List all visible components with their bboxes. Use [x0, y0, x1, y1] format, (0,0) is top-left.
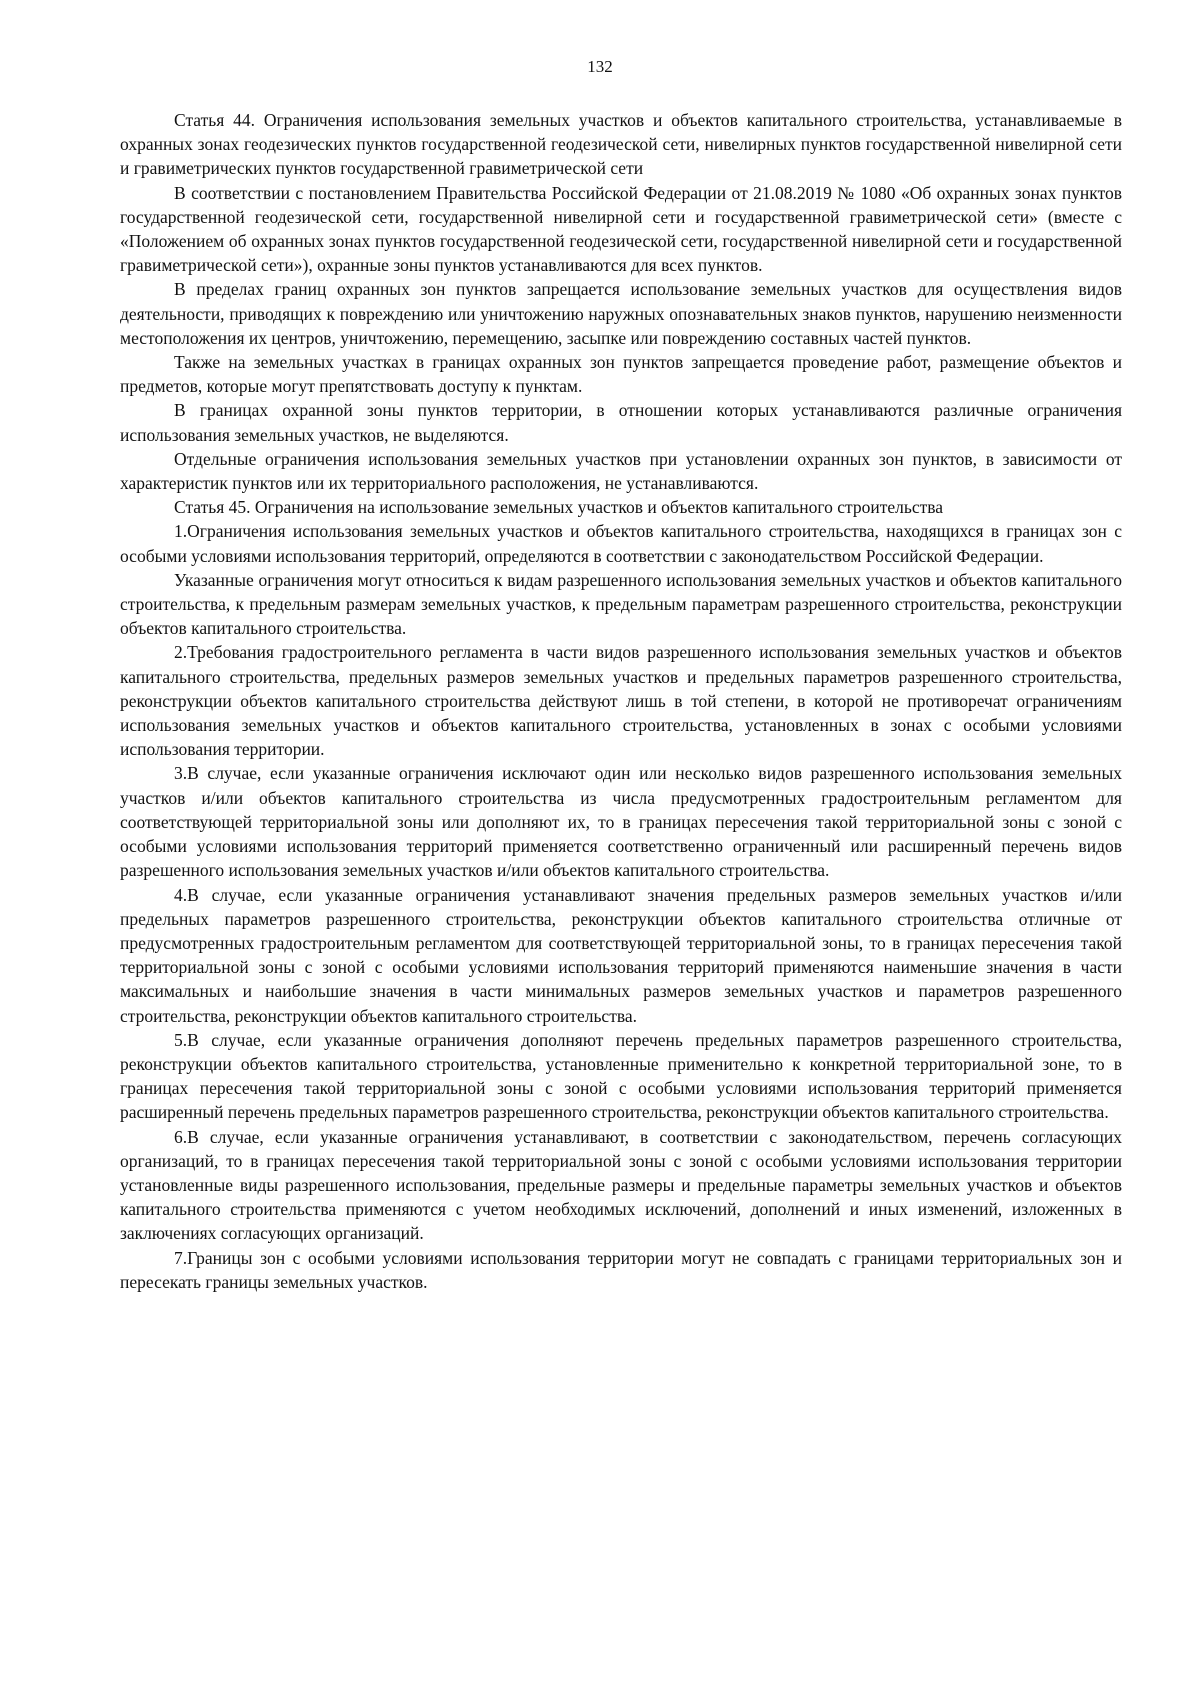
article-45-heading: Статья 45. Ограничения на использование земельных участков и объектов капитального строительства: [174, 497, 944, 518]
paragraph: В соответствии с постановлением Правительства Российской Федерации от 21.08.2019 № 1080 «Об охранных зонах пунктов государственной геодезической сети, государственной нивелирной сети и государственной гравиметрической сети» (вместе с «Положением об охранных зонах пунктов государственной геодезической сети, государственной нивелирной сети и государственной гравиметрической сети»), охранные зоны пунктов устанавливаются для всех пунктов.: [120, 182, 1122, 276]
paragraph: Отдельные ограничения использования земельных участков при установлении охранных зон пунктов, в зависимости от характеристик пунктов или их территориального расположения, не устанавливаются.: [120, 448, 1122, 494]
paragraph: В границах охранной зоны пунктов территории, в отношении которых устанавливаются различные ограничения использования земельных участков, не выделяются.: [120, 400, 1122, 445]
paragraph: 5.В случае, если указанные ограничения дополняют перечень предельных параметров разрешенного строительства, реконструкции объектов капитального строительства, установленные применительно к конкретной территориальной зоне, то в границах пересечения такой территориальной зоны с зоной с особыми условиями использования территорий применяется расширенный перечень предельных параметров разрешенного строительства, реконструкции объектов капитального строительства.: [120, 1029, 1122, 1123]
paragraph: 1.Ограничения использования земельных участков и объектов капитального строительства, находящихся в границах зон с особыми условиями использования территорий, определяются в соответствии с законодательством Российской Федерации.: [120, 521, 1122, 566]
paragraph: 2.Требования градостроительного регламента в части видов разрешенного использования земельных участков и объектов капитального строительства, предельных размеров земельных участков и предельных параметров разрешенного строительства, реконструкции объектов капитального строительства действуют лишь в той степени, в которой не противоречат ограничениям использования земельных участков и объектов капитального строительства, установленных в зонах с особыми условиями использования территории.: [120, 642, 1122, 760]
paragraph: 7.Границы зон с особыми условиями использования территории могут не совпадать с границами территориальных зон и пересекать границы земельных участков.: [120, 1247, 1122, 1292]
paragraph: Указанные ограничения могут относиться к видам разрешенного использования земельных участков и объектов капитального строительства, к предельным размерам земельных участков, к предельным параметрам разрешенного строительства, реконструкции объектов капитального строительства.: [120, 569, 1122, 639]
paragraph: 3.В случае, если указанные ограничения исключают один или несколько видов разрешенного использования земельных участков и/или объектов капитального строительства из числа предусмотренных градостроительным регламентом для соответствующей территориальной зоны или дополняют их, то в границах пересечения такой территориальной зоны с зоной с особыми условиями использования территорий применяется соответственно ограниченный или расширенный перечень видов разрешенного использования земельных участков и/или объектов капитального строительства.: [120, 763, 1122, 881]
paragraph: 4.В случае, если указанные ограничения устанавливают значения предельных размеров земельных участков и/или предельных параметров разрешенного строительства, реконструкции объектов капитального строительства отличные от предусмотренных градостроительным регламентом для соответствующей территориальной зоны, то в границах пересечения такой территориальной зоны с зоной с особыми условиями использования территорий применяются наименьшие значения в части максимальных и наибольшие значения в части минимальных размеров земельных участков и параметров разрешенного строительства, реконструкции объектов капитального строительства.: [120, 884, 1122, 1026]
article-44-heading: Статья 44. Ограничения использования земельных участков и объектов капитального строительства, устанавливаемые в охранных зонах геодезических пунктов государственной геодезической сети, нивелирных пунктов государственной нивелирной сети и гравиметрических пунктов государственной гравиметрической сети: [120, 110, 1122, 179]
page-number: 132: [587, 57, 613, 76]
paragraph: 6.В случае, если указанные ограничения устанавливают, в соответствии с законодательством, перечень согласующих организаций, то в границах пересечения такой территориальной зоны с зоной с особыми условиями использования территории установленные виды разрешенного использования, предельные размеры и предельные параметры земельных участков и объектов капитального строительства применяются с учетом необходимых исключений, дополнений и иных изменений, изложенных в заключениях согласующих организаций.: [120, 1126, 1122, 1244]
paragraph: В пределах границ охранных зон пунктов запрещается использование земельных участков для осуществления видов деятельности, приводящих к повреждению или уничтожению наружных опознавательных знаков пунктов, нарушению неизменности местоположения их центров, уничтожению, перемещению, засыпке или повреждению составных частей пунктов.: [120, 279, 1122, 348]
document-body: [120, 108, 1122, 1294]
paragraph: Также на земельных участках в границах охранных зон пунктов запрещается проведение работ, размещение объектов и предметов, которые могут препятствовать доступу к пунктам.: [120, 352, 1122, 397]
